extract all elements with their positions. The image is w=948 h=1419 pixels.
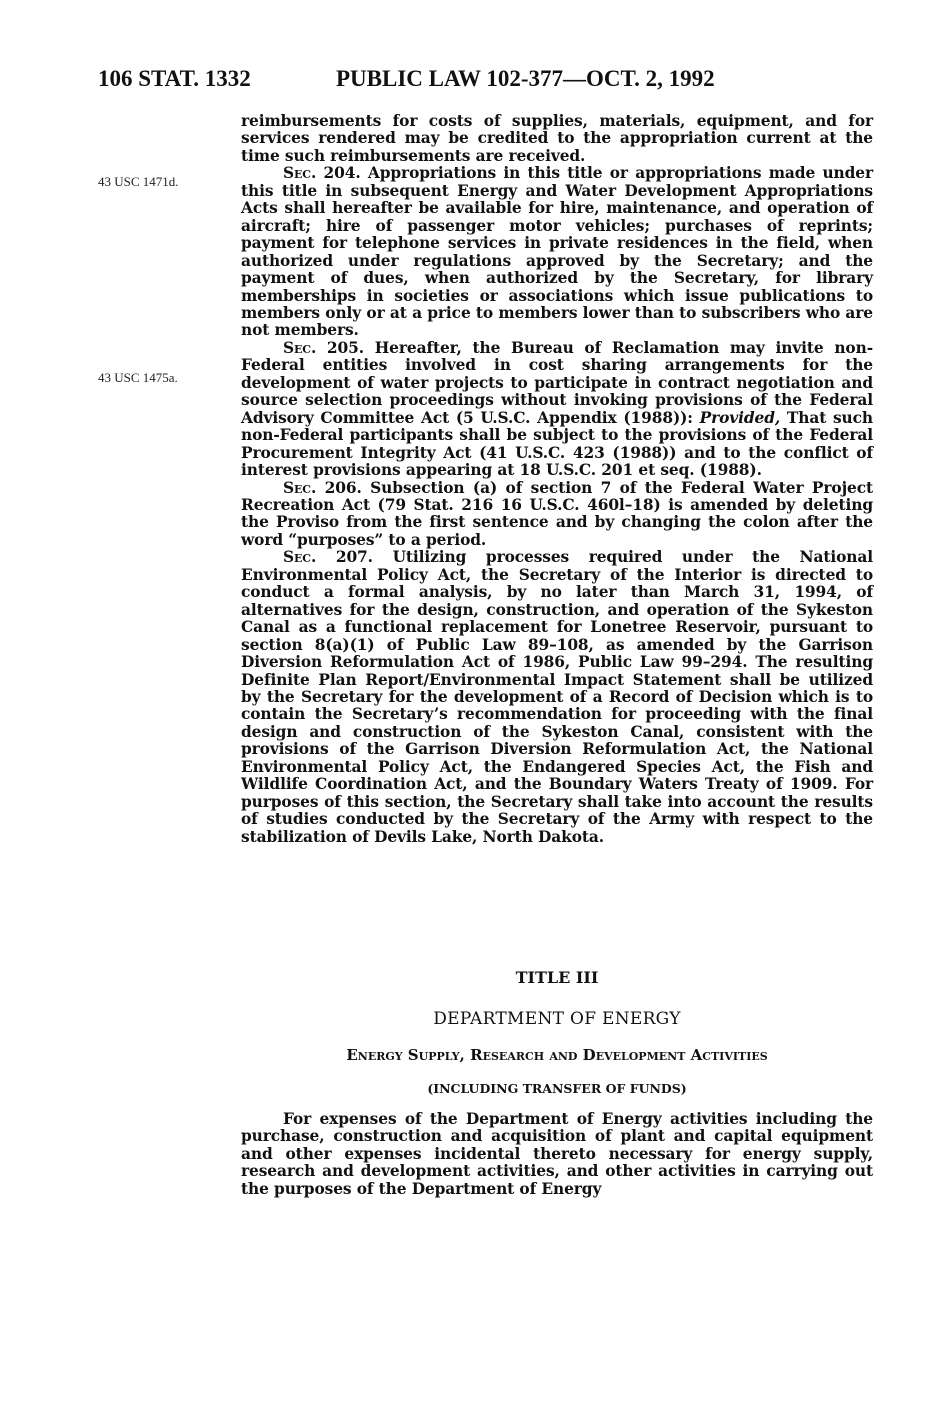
transfer-note: (INCLUDING TRANSFER OF FUNDS) (427, 1081, 687, 1096)
title-heading: TITLE III (515, 968, 599, 987)
proviso-word: Provided, (699, 408, 781, 427)
section-label: Sec. 206. (283, 478, 362, 497)
section-label: Sec. 204. (283, 164, 361, 183)
margin-note-1475a: 43 USC 1475a. (98, 370, 178, 385)
department-heading: DEPARTMENT OF ENERGY (433, 1009, 681, 1029)
body-text (241, 113, 873, 846)
appropriation-subheading: Energy Supply, Research and Development Activities (346, 1046, 768, 1064)
section-text: Hereafter, the Bureau of Reclamation may invite non-Federal entities involved in cost sharing arrangements for the development of water projects to participate in contract negotiation and source selection proceedings without invoking provisions of the Federal Advisory Committee Act (5 U.S.C. Appendix (1988)): (241, 338, 873, 427)
title3-body (241, 1111, 873, 1198)
public-law-citation: PUBLIC LAW 102-377—OCT. 2, 1992 (336, 66, 715, 91)
energy-appropriation-text: For expenses of the Department of Energy activities including the purchase, construction and acquisition of plant and capital equipment and other expenses incidental thereto necessary for energy supply, research and development activities, and other activities in carrying out the purposes of the Department of Energy (241, 1110, 873, 1198)
section-label: Sec. 207. (283, 548, 373, 567)
section-text: That such non-Federal participants shall be subject to the provisions of the Federal Procurement Integrity Act (41 U.S.C. 423 (1988)) and to the conflict of interest provisions appearing at 18 U.S.C. 201 et seq. (1988). (241, 408, 873, 480)
section-204 (241, 165, 873, 340)
margin-note-1471d: 43 USC 1471d. (98, 174, 179, 189)
section-206 (241, 480, 873, 550)
section-text: Utilizing processes required under the National Environmental Policy Act, the Secretary of the Interior is directed to conduct a formal analysis, by no later than March 31, 1994, of alternatives for the design, construction, and operation of the Sykeston Canal as a functional replacement for Lonetree Reservoir, pursuant to section 8(a)(1) of Public Law 89–108, as amended by the Garrison Diversion Reformulation Act of 1986, Public Law 99–294. The resulting Definite Plan Report/Environmental Impact Statement shall be utilized by the Secretary for the development of a Record of Decision which is to contain the Secretary’s recommendation for proceeding with the final design and construction of the Sykeston Canal, consistent with the provisions of the Garrison Diversion Reformulation Act, the National Environmental Policy Act, the Endangered Species Act, the Fish and Wildlife Coordination Act, and the Boundary Waters Treaty of 1909. For purposes of this section, the Secretary shall take into account the results of studies conducted by the Secretary of the Army with respect to the stabilization of Devils Lake, North Dakota. (241, 548, 873, 846)
section-text: Appropriations in this title or appropriations made under this title in subsequent Energy and Water Development Appropriations Acts shall hereafter be available for hire, maintenance, and operation of aircraft; hire of passenger motor vehicles; purchases of reprints; payment for telephone services in private residences in the field, when authorized under regulations approved by the Secretary; and the payment of dues, when authorized by the Secretary, for library memberships in societies or associations which issue publications to members only or at a price to members lower than to subscribers who are not members. (241, 164, 873, 340)
section-205 (241, 340, 873, 480)
section-text: Subsection (a) of section 7 of the Federal Water Project Recreation Act (79 Stat. 216 16 U.S.C. 460l–18) is amended by deleting the Proviso from the first sentence and by changing the colon after the word “purposes” to a period. (241, 478, 874, 549)
section-207 (241, 549, 873, 846)
paragraph-continuation: reimbursements for costs of supplies, materials, equipment, and for services rendered may be credited to the appropriation current at the time such reimbursements are received. (241, 112, 873, 165)
section-label: Sec. 205. (283, 338, 365, 357)
stat-page-number: 106 STAT. 1332 (98, 66, 251, 91)
running-header (98, 66, 878, 96)
